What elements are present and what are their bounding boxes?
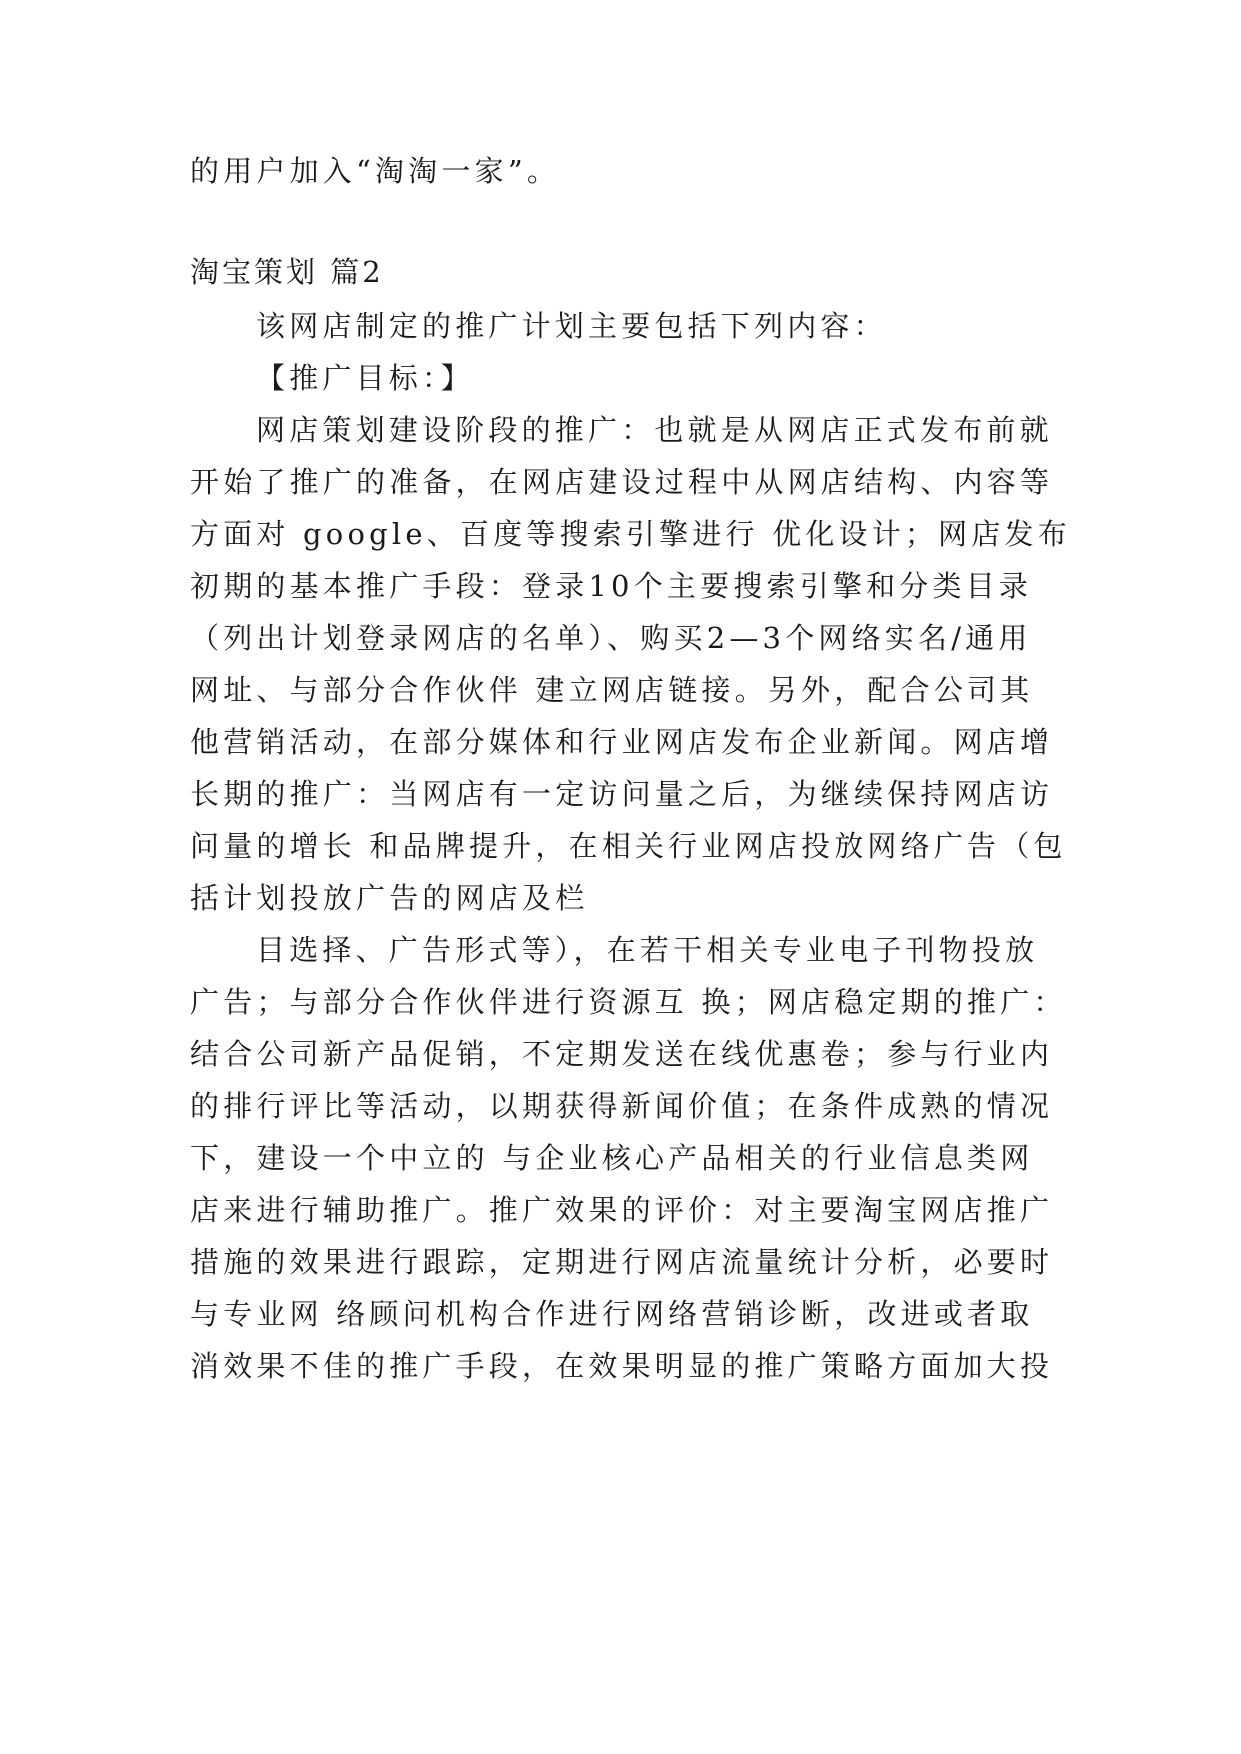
text-line: 结合公司新产品促销，不定期发送在线优惠卷；参与行业内: [190, 1037, 1054, 1071]
text-line: 与专业网 络顾问机构合作进行网络营销诊断，改进或者取: [190, 1297, 1034, 1331]
text-line: 他营销活动，在部分媒体和行业网店发布企业新闻。网店增: [190, 725, 1054, 759]
text-line: 的用户加入“淘淘一家”。: [190, 154, 561, 188]
text-line: 网址、与部分合作伙伴 建立网店链接。另外，配合公司其: [190, 673, 1034, 707]
text-line: 的排行评比等活动，以期获得新闻价值；在条件成熟的情况: [190, 1089, 1054, 1123]
text-line: 广告；与部分合作伙伴进行资源互 换；网店稳定期的推广：: [190, 985, 1067, 1019]
text-line: 目选择、广告形式等），在若干相关专业电子刊物投放: [256, 933, 1039, 967]
text-line: 长期的推广：当网店有一定访问量之后，为继续保持网店访: [190, 777, 1054, 811]
text-line: 下，建设一个中立的 与企业核心产品相关的行业信息类网: [190, 1141, 1034, 1175]
text-line: 括计划投放广告的网店及栏: [190, 881, 589, 915]
text-line: 措施的效果进行跟踪，定期进行网店流量统计分析，必要时: [190, 1245, 1054, 1279]
text-line: 问量的增长 和品牌提升，在相关行业网店投放网络广告（包: [190, 829, 1067, 863]
subsection-heading: 【推广目标：】: [256, 361, 474, 395]
text-line: （列出计划登录网店的名单）、购买2—3个网络实名/通用: [190, 621, 1032, 655]
text-line: 消效果不佳的推广手段，在效果明显的推广策略方面加大投: [190, 1349, 1054, 1383]
text-line: 方面对 google、百度等搜索引擎进行 优化设计；网店发布: [190, 517, 1071, 551]
text-line: 网店策划建设阶段的推广：也就是从网店正式发布前就: [256, 413, 1053, 447]
text-line: 该网店制定的推广计划主要包括下列内容：: [256, 309, 887, 343]
text-line: 初期的基本推广手段：登录10个主要搜索引擎和分类目录: [190, 569, 1033, 603]
text-line: 开始了推广的准备，在网店建设过程中从网店结构、内容等: [190, 465, 1054, 499]
section-heading: 淘宝策划 篇2: [190, 255, 384, 289]
text-line: 店来进行辅助推广。推广效果的评价：对主要淘宝网店推广: [190, 1193, 1054, 1227]
